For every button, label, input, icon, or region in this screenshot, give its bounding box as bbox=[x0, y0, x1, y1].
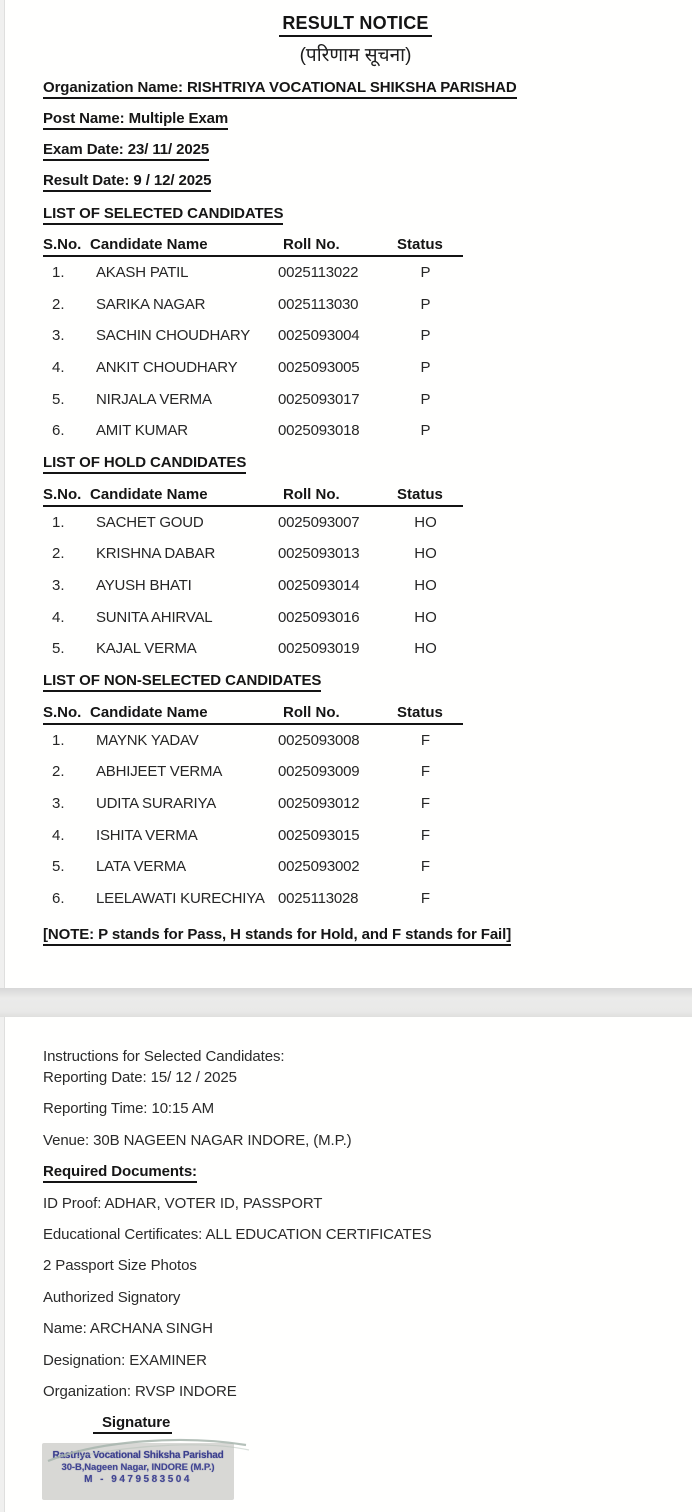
organization-line: Organization: RVSP INDORE bbox=[43, 1382, 237, 1400]
hold-candidates-heading: LIST OF HOLD CANDIDATES bbox=[43, 449, 668, 480]
page-subtitle-hindi: (परिणाम सूचना) bbox=[299, 45, 412, 66]
cell-status: P bbox=[420, 264, 431, 282]
page-title: RESULT NOTICE bbox=[279, 13, 431, 37]
table-row bbox=[43, 507, 463, 539]
cell-roll: 0025093004 bbox=[278, 327, 360, 345]
cell-roll: 0025093012 bbox=[278, 795, 360, 813]
cell-sno: 3. bbox=[52, 577, 65, 595]
cell-name: LATA VERMA bbox=[96, 858, 186, 876]
cell-sno: 4. bbox=[52, 608, 65, 626]
table-row bbox=[43, 851, 463, 883]
table-row bbox=[43, 756, 463, 788]
table-row bbox=[43, 320, 463, 352]
cell-sno: 5. bbox=[52, 390, 65, 408]
cell-roll: 0025093005 bbox=[278, 359, 360, 377]
cell-status: F bbox=[420, 826, 431, 844]
selected-candidates-heading: LIST OF SELECTED CANDIDATES bbox=[43, 199, 668, 230]
cell-name: LEELAWATI KURECHIYA bbox=[96, 889, 265, 907]
cell-status: HO bbox=[414, 545, 437, 563]
venue-line: Venue: 30B NAGEEN NAGAR INDORE, (M.P.) bbox=[43, 1131, 352, 1149]
nonselected-table-body bbox=[43, 725, 668, 915]
cell-roll: 0025093007 bbox=[278, 513, 360, 531]
organization-name-line: Organization Name: RISHTRIYA VOCATIONAL SHIKSHA PARISHAD bbox=[43, 73, 668, 104]
col-header-status: Status bbox=[397, 236, 443, 253]
cell-name: SACHIN CHOUDHARY bbox=[96, 327, 251, 345]
passport-photos-line: 2 Passport Size Photos bbox=[43, 1257, 197, 1275]
col-header-status: Status bbox=[397, 703, 443, 721]
table-row bbox=[43, 819, 463, 851]
cell-status: F bbox=[420, 731, 431, 749]
id-proof-line: ID Proof: ADHAR, VOTER ID, PASSPORT bbox=[43, 1194, 323, 1212]
stamp-address: 30-B,Nageen Nagar, INDORE (M.P.) bbox=[61, 1462, 215, 1474]
cell-sno: 4. bbox=[52, 826, 65, 844]
signature-label: Signature bbox=[43, 1412, 668, 1433]
cell-status: F bbox=[420, 858, 431, 876]
exam-date-line: Exam Date: 23/ 11/ 2025 bbox=[43, 135, 668, 166]
cell-roll: 0025093014 bbox=[278, 577, 360, 595]
cell-roll: 0025093009 bbox=[278, 763, 360, 781]
table-row bbox=[43, 352, 463, 384]
col-header-status: Status bbox=[397, 485, 443, 503]
cell-sno: 3. bbox=[52, 327, 65, 345]
table-row bbox=[43, 788, 463, 820]
signatory-name-line: Name: ARCHANA SINGH bbox=[43, 1320, 213, 1338]
selected-table-header bbox=[43, 236, 463, 257]
table-row bbox=[43, 415, 463, 447]
hold-table-header bbox=[43, 486, 463, 507]
nonselected-candidates-heading: LIST OF NON-SELECTED CANDIDATES bbox=[43, 667, 668, 698]
cell-sno: 1. bbox=[52, 731, 65, 749]
document-page-1 bbox=[5, 0, 692, 988]
cell-status: HO bbox=[414, 577, 437, 595]
table-row bbox=[43, 633, 463, 665]
cell-name: SACHET GOUD bbox=[96, 513, 204, 531]
cell-status: F bbox=[420, 795, 431, 813]
cell-name: ISHITA VERMA bbox=[96, 826, 198, 844]
note-line: [NOTE: P stands for Pass, H stands for Hold, and F stands for Fail] bbox=[43, 920, 668, 951]
col-header-roll: Roll No. bbox=[283, 485, 340, 503]
table-row bbox=[43, 257, 463, 289]
cell-name: KAJAL VERMA bbox=[96, 640, 197, 658]
instructions-heading: Instructions for Selected Candidates: bbox=[43, 1048, 285, 1065]
table-row bbox=[43, 883, 463, 915]
selected-table-body bbox=[43, 257, 668, 447]
cell-name: ANKIT CHOUDHARY bbox=[96, 359, 238, 377]
cell-name: MAYNK YADAV bbox=[96, 731, 199, 749]
cell-sno: 2. bbox=[52, 763, 65, 781]
cell-roll: 0025113028 bbox=[278, 889, 359, 907]
table-row bbox=[43, 289, 463, 321]
cell-sno: 6. bbox=[52, 889, 65, 907]
reporting-time-line: Reporting Time: 10:15 AM bbox=[43, 1100, 215, 1118]
designation-line: Designation: EXAMINER bbox=[43, 1351, 207, 1369]
table-row bbox=[43, 570, 463, 602]
cell-status: HO bbox=[414, 513, 437, 531]
result-date-line: Result Date: 9 / 12/ 2025 bbox=[43, 166, 668, 197]
authorized-signatory-line: Authorized Signatory bbox=[43, 1288, 181, 1306]
cell-name: AKASH PATIL bbox=[96, 264, 189, 282]
cell-name: KRISHNA DABAR bbox=[96, 545, 216, 563]
cell-sno: 5. bbox=[52, 640, 65, 658]
cell-name: ABHIJEET VERMA bbox=[96, 763, 223, 781]
table-row bbox=[43, 601, 463, 633]
cell-roll: 0025093018 bbox=[278, 422, 360, 440]
cell-roll: 0025093013 bbox=[278, 545, 360, 563]
cell-status: P bbox=[420, 327, 431, 345]
col-header-name: Candidate Name bbox=[90, 485, 208, 503]
cell-status: HO bbox=[414, 608, 437, 626]
document-page-2 bbox=[5, 1017, 692, 1512]
col-header-sno: S.No. bbox=[43, 703, 82, 721]
cell-name: NIRJALA VERMA bbox=[96, 390, 212, 408]
required-documents-heading: Required Documents: bbox=[43, 1161, 668, 1182]
cell-status: HO bbox=[414, 640, 437, 658]
cell-roll: 0025093008 bbox=[278, 731, 360, 749]
cell-sno: 6. bbox=[52, 422, 65, 440]
cell-name: SARIKA NAGAR bbox=[96, 295, 206, 313]
post-name-line: Post Name: Multiple Exam bbox=[43, 104, 668, 135]
cell-name: AYUSH BHATI bbox=[96, 577, 192, 595]
cell-status: F bbox=[420, 763, 431, 781]
col-header-roll: Roll No. bbox=[283, 236, 340, 253]
cell-roll: 0025093002 bbox=[278, 858, 360, 876]
cell-roll: 0025093016 bbox=[278, 608, 360, 626]
cell-name: SUNITA AHIRVAL bbox=[96, 608, 213, 626]
cell-name: UDITA SURARIYA bbox=[96, 795, 216, 813]
cell-sno: 2. bbox=[52, 545, 65, 563]
page-separator bbox=[0, 988, 692, 1017]
cell-roll: 0025113022 bbox=[278, 264, 359, 282]
cell-sno: 5. bbox=[52, 858, 65, 876]
cell-status: P bbox=[420, 422, 431, 440]
cell-status: F bbox=[420, 889, 431, 907]
col-header-name: Candidate Name bbox=[90, 703, 208, 721]
table-row bbox=[43, 383, 463, 415]
cell-sno: 3. bbox=[52, 795, 65, 813]
col-header-sno: S.No. bbox=[43, 485, 82, 503]
nonselected-table-header bbox=[43, 704, 463, 725]
cell-sno: 4. bbox=[52, 359, 65, 377]
stamp-org-name: Rastriya Vocational Shiksha Parishad bbox=[52, 1450, 224, 1462]
col-header-roll: Roll No. bbox=[283, 703, 340, 721]
cell-status: P bbox=[420, 390, 431, 408]
table-row bbox=[43, 725, 463, 757]
cell-roll: 0025113030 bbox=[278, 295, 359, 313]
cell-status: P bbox=[420, 295, 431, 313]
cell-sno: 2. bbox=[52, 295, 65, 313]
cell-roll: 0025093017 bbox=[278, 390, 360, 408]
cell-status: P bbox=[420, 359, 431, 377]
cell-sno: 1. bbox=[52, 513, 65, 531]
cell-roll: 0025093015 bbox=[278, 826, 360, 844]
col-header-name: Candidate Name bbox=[90, 236, 208, 253]
cell-sno: 1. bbox=[52, 264, 65, 282]
cell-name: AMIT KUMAR bbox=[96, 422, 188, 440]
reporting-date-line: Reporting Date: 15/ 12 / 2025 bbox=[43, 1069, 237, 1086]
stamp-phone: M - 9479583504 bbox=[84, 1474, 192, 1486]
educational-certificates-line: Educational Certificates: ALL EDUCATION CERTIFICATES bbox=[43, 1225, 432, 1243]
table-row bbox=[43, 538, 463, 570]
official-stamp bbox=[42, 1443, 234, 1500]
hold-table-body bbox=[43, 507, 668, 665]
col-header-sno: S.No. bbox=[43, 236, 82, 253]
cell-roll: 0025093019 bbox=[278, 640, 360, 658]
